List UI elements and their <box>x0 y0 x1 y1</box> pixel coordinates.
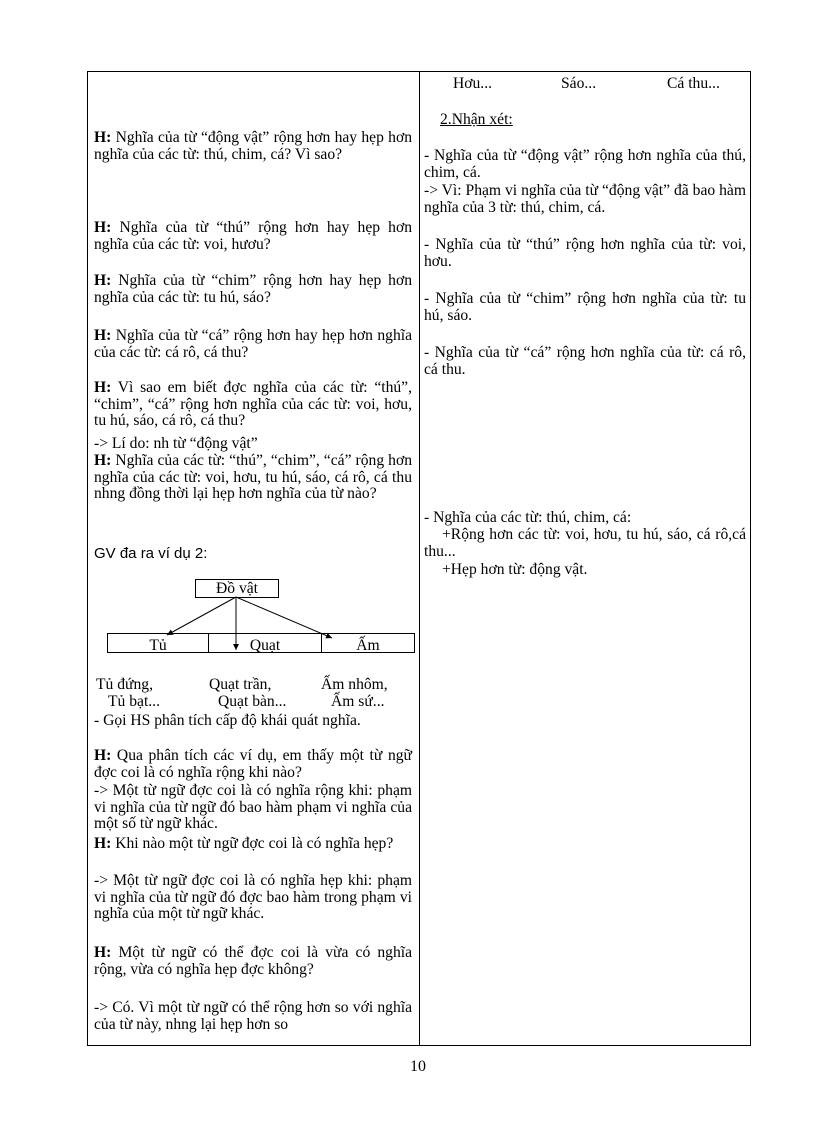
arrow-right <box>236 597 332 638</box>
section-heading: 2.Nhận xét: <box>440 111 513 128</box>
question-3: H: Nghĩa của từ “chim” rộng hơn hay hẹp hơn nghĩa của các từ: tu hú, sáo? <box>94 272 412 306</box>
question-4: H: Nghĩa của từ “cá” rộng hơn hay hẹp hơn nghĩa của các từ: cá rô, cá thu? <box>94 327 412 361</box>
note-5-head: - Nghĩa của các từ: thú, chim, cá: <box>424 509 632 526</box>
answer-8: -> Một từ ngữ đợc coi là có nghĩa hẹp khi: phạm vi nghĩa của từ ngữ đó đợc bao hàm trong phạm vi nghĩa của một từ ngữ khác. <box>94 872 412 922</box>
question-9: H: Một từ ngữ có thể đợc coi là vừa có nghĩa rộng, vừa có nghĩa hẹp đợc không? <box>94 944 412 978</box>
diagram-arrows <box>94 72 425 672</box>
answer-5: -> Lí do: nh từ “động vật” <box>94 435 258 452</box>
note-1-reason: -> Vì: Phạm vi nghĩa của từ “động vật” đã bao hàm nghĩa của 3 từ: thú, chim, cá. <box>424 182 746 216</box>
diagram-root: Đồ vật <box>195 579 279 598</box>
note-5-narrower: +Hẹp hơn từ: động vật. <box>442 561 588 578</box>
instruction: - Gọi HS phân tích cấp độ khái quát nghĩa. <box>94 712 361 729</box>
diagram-child-1: Tủ <box>149 637 167 654</box>
example-2-intro: GV đa ra ví dụ 2: <box>94 545 208 562</box>
answer-9: -> Có. Vì một từ ngữ có thể rộng hơn so với nghĩa của từ này, nhng lại hẹp hơn so <box>94 999 412 1033</box>
note-1: - Nghĩa của từ “động vật” rộng hơn nghĩa của thú, chim, cá. <box>424 147 746 181</box>
page-number: 10 <box>410 1058 426 1075</box>
lesson-table: H: Nghĩa của từ “động vật” rộng hơn hay hẹp hơn nghĩa của các từ: thú, chim, cá? Vì sao? H: Nghĩa của từ “thú” rộng hơn hay hẹp hơn nghĩa của các từ: voi, hươu? H: Nghĩa của từ “chim” rộng hơn hay hẹp hơn nghĩa của các từ: tu hú, sáo? H: Nghĩa của từ “cá” rộng hơn hay hẹp hơn nghĩa của các từ: cá rô, cá thu? H: Vì sao em biết đợc nghĩa của các từ: “thú”, “chim”, “cá” rộng hơn nghĩa của các từ: voi, hơu, tu hú, sáo, cá rô, cá thu? -> Lí do: nh từ “động vật” H: Nghĩa của các từ: “thú”, “chim”, “cá” rộng hơn nghĩa của các từ: voi, hơu, tu hú, sáo, cá rô, cá thu nhng đồng thời lại hẹp hơn nghĩa của từ nào? GV đa ra ví dụ 2: Đồ vật Tủ Quạt Ấm Tủ đứng, Quạt trần, Ấm nhôm, Tủ bạt... Quạt bàn... Ấm sứ... - Gọi HS phân tích cấp độ khái quát nghĩa. H: Qua phân tích các ví dụ, em thấy một từ ngữ đợc coi là có nghĩa rộng khi nào? -> Một từ ngữ đợc coi là có nghĩa rộng khi: phạm vi nghĩa của từ ngữ đó bao hàm phạm vi nghĩa của một số từ ngữ khác. H: Khi nào một từ ngữ đợc coi là có nghĩa hẹp? -> Một từ ngữ đợc coi là có nghĩa hẹp khi: phạm vi nghĩa của từ ngữ đó đợc bao hàm trong phạm vi nghĩa của một từ ngữ khác. H: Một từ ngữ có thể đợc coi là vừa có nghĩa rộng, vừa có nghĩa hẹp đợc không? -> Có. Vì một từ ngữ có thể rộng hơn so với nghĩa của từ này, nhng lại hẹp hơn so Hơu... Sáo... Cá thu... 2.Nhận xét: - Nghĩa của từ “động vật” rộng hơn nghĩa của thú, chim, cá. -> Vì: Phạm vi nghĩa của từ “động vật” đã bao hàm nghĩa của 3 từ: thú, chim, cá. - Nghĩa của từ “thú” rộng hơn nghĩa của từ: voi, hơu. - Nghĩa của từ “chim” rộng hơn nghĩa của từ: tu hú, sáo. - Nghĩa của từ “cá” rộng hơn nghĩa của từ: cá rô, cá thu. - Nghĩa của các từ: thú, chim, cá: +Rộng hơn các từ: voi, hơu, tu hú, sáo, cá rô,cá thu... +Hẹp hơn từ: động vật. <box>87 71 751 1046</box>
note-4: - Nghĩa của từ “cá” rộng hơn nghĩa của từ: cá rô, cá thu. <box>424 344 746 378</box>
question-8: H: Khi nào một từ ngữ đợc coi là có nghĩa hẹp? <box>94 835 394 852</box>
question-6: H: Nghĩa của các từ: “thú”, “chim”, “cá” rộng hơn nghĩa của các từ: voi, hơu, tu hú, sáo, cá rô, cá thu nhng đồng thời lại hẹp hơn nghĩa của từ nào? <box>94 452 412 502</box>
question-2: H: Nghĩa của từ “thú” rộng hơn hay hẹp hơn nghĩa của các từ: voi, hươu? <box>94 219 412 253</box>
diagram-child-3: Ấm <box>356 637 380 654</box>
diagram-child-2: Quạt <box>249 637 281 654</box>
question-5: H: Vì sao em biết đợc nghĩa của các từ: “thú”, “chim”, “cá” rộng hơn nghĩa của các từ: voi, hơu, tu hú, sáo, cá rô, cá thu? <box>94 379 412 429</box>
note-5-wider: +Rộng hơn các từ: voi, hơu, tu hú, sáo, cá rô,cá thu... <box>424 526 746 560</box>
arrow-left <box>167 597 236 635</box>
diagram-children-row <box>107 633 415 653</box>
question-1: H: Nghĩa của từ “động vật” rộng hơn hay hẹp hơn nghĩa của các từ: thú, chim, cá? Vì sao? <box>94 129 412 163</box>
note-2: - Nghĩa của từ “thú” rộng hơn nghĩa của từ: voi, hơu. <box>424 236 746 270</box>
note-3: - Nghĩa của từ “chim” rộng hơn nghĩa của từ: tu hú, sáo. <box>424 290 746 324</box>
question-7: H: Qua phân tích các ví dụ, em thấy một từ ngữ đợc coi là có nghĩa rộng khi nào? <box>94 747 412 781</box>
answer-7: -> Một từ ngữ đợc coi là có nghĩa rộng khi: phạm vi nghĩa của từ ngữ đó bao hàm phạm vi nghĩa của một số từ ngữ khác. <box>94 782 412 832</box>
